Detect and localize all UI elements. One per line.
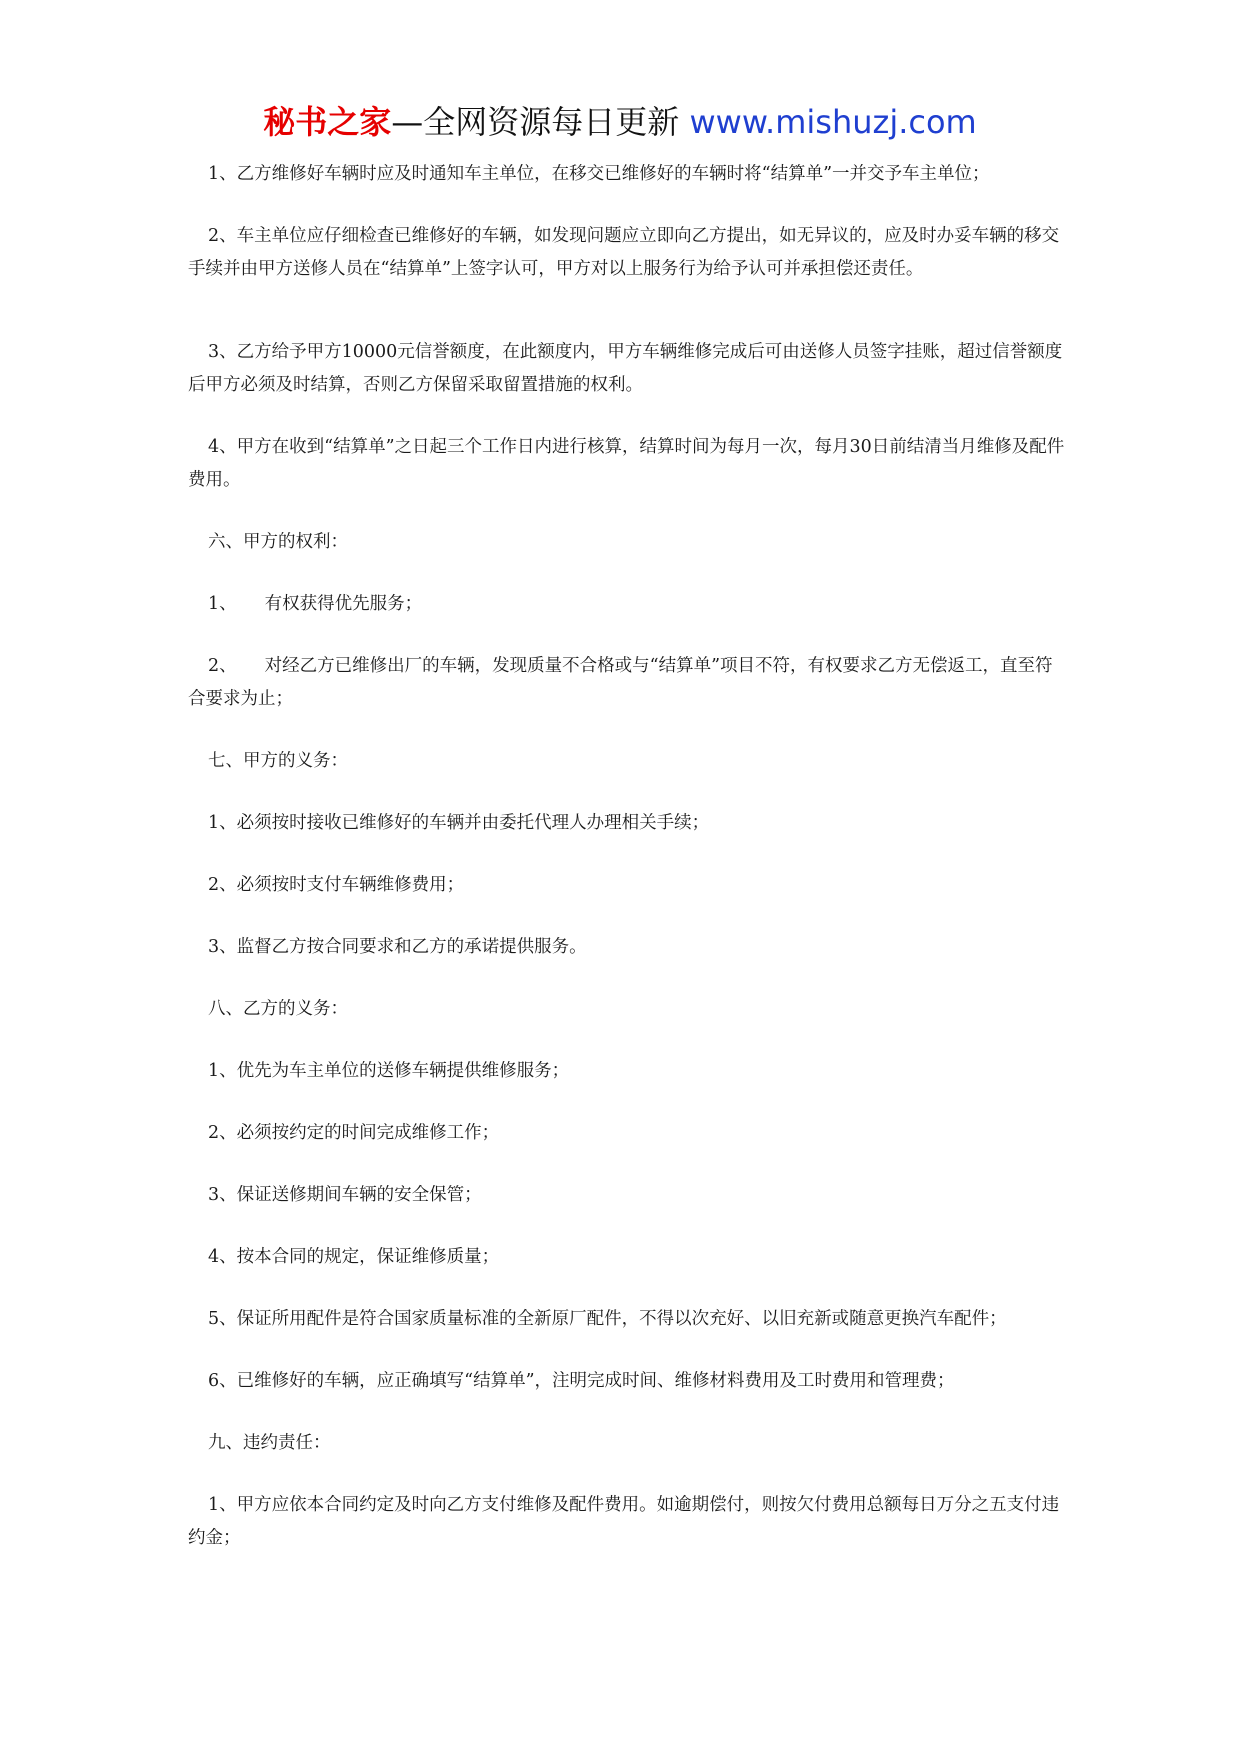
clause-paragraph: 1、甲方应依本合同约定及时向乙方支付维修及配件费用。如逾期偿付，则按欠付费用总额每日万分之五支付违约金； <box>188 1495 1060 1548</box>
clause-paragraph: 1、乙方维修好车辆时应及时通知车主单位，在移交已维修好的车辆时将“结算单”一并交予车主单位； <box>208 164 990 184</box>
clause-text: 对经乙方已维修出厂的车辆，发现质量不合格或与“结算单”项目不符，有权要求乙方无偿返工，直至符合要求为止； <box>188 656 1053 709</box>
contract-body <box>188 158 1068 1555</box>
clause-paragraph: 1、必须按时接收已维修好的车辆并由委托代理人办理相关手续； <box>208 813 710 833</box>
clause-number: 2、 <box>208 656 237 676</box>
header-slogan: —全网资源每日更新 <box>391 103 680 141</box>
clause-paragraph: 5、保证所用配件是符合国家质量标准的全新原厂配件，不得以次充好、以旧充新或随意更换汽车配件； <box>208 1309 1007 1329</box>
clause-text: 有权获得优先服务； <box>264 594 423 614</box>
section-heading: 七、甲方的义务： <box>208 751 348 771</box>
clause-paragraph: 2、必须按约定的时间完成维修工作； <box>208 1123 500 1143</box>
clause-paragraph: 4、甲方在收到“结算单”之日起三个工作日内进行核算，结算时间为每月一次，每月30日前结清当月维修及配件费用。 <box>188 437 1065 490</box>
section-heading: 八、乙方的义务： <box>208 999 348 1019</box>
site-header <box>0 100 1240 144</box>
header-brand: 秘书之家 <box>263 103 392 141</box>
clause-paragraph: 3、乙方给予甲方10000元信誉额度，在此额度内，甲方车辆维修完成后可由送修人员签字挂账，超过信誉额度后甲方必须及时结算，否则乙方保留采取留置措施的权利。 <box>188 342 1063 395</box>
clause-paragraph: 3、监督乙方按合同要求和乙方的承诺提供服务。 <box>208 937 587 957</box>
clause-paragraph: 6、已维修好的车辆，应正确填写“结算单”，注明完成时间、维修材料费用及工时费用和管理费； <box>208 1371 955 1391</box>
header-url[interactable]: www.mishuzj.com <box>689 103 977 141</box>
clause-paragraph <box>188 650 1068 716</box>
clause-paragraph: 4、按本合同的规定，保证维修质量； <box>208 1247 500 1267</box>
section-heading: 九、违约责任： <box>208 1433 331 1453</box>
clause-number: 1、 <box>208 594 237 614</box>
clause-paragraph: 3、保证送修期间车辆的安全保管； <box>208 1185 482 1205</box>
section-heading: 六、甲方的权利： <box>208 532 348 552</box>
clause-paragraph: 1、优先为车主单位的送修车辆提供维修服务； <box>208 1061 570 1081</box>
clause-paragraph: 2、车主单位应仔细检查已维修好的车辆，如发现问题应立即向乙方提出，如无异议的，应及时办妥车辆的移交手续并由甲方送修人员在“结算单”上签字认可，甲方对以上服务行为给予认可并承担偿还责任。 <box>188 226 1060 279</box>
clause-paragraph <box>188 588 1068 621</box>
clause-paragraph: 2、必须按时支付车辆维修费用； <box>208 875 465 895</box>
